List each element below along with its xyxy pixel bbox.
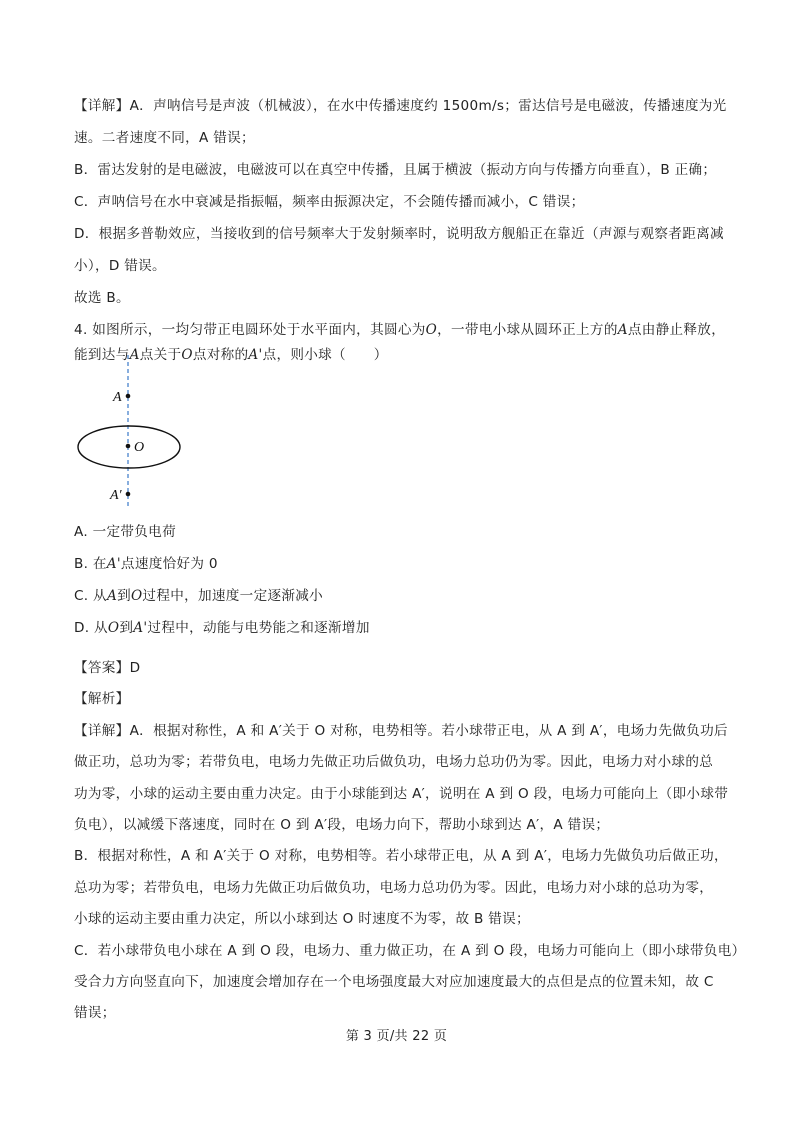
detail-line: B．根据对称性，A 和 A′关于 O 对称，电势相等。若小球带正电，从 A 到 A′，电场力先做负功后做正功， xyxy=(74,848,728,864)
detail-line: 功为零，小球的运动主要由重力决定。由于小球能到达 A′，说明在 A 到 O 段，电场力可能向上（即小球带 xyxy=(74,786,729,802)
text-line: 小），D 错误。 xyxy=(74,258,166,274)
detail-line: C．若小球带负电小球在 A 到 O 段，电场力、重力做正功，在 A 到 O 段，电场力可能向上（即小球带负电） xyxy=(74,943,746,959)
detail-line: 错误； xyxy=(74,1005,116,1021)
point-A xyxy=(126,394,131,399)
point-A-prime xyxy=(126,492,131,497)
text-line: 【详解】A．声呐信号是声波（机械波），在水中传播速度约 1500m/s；雷达信号是电磁波，传播速度为光 xyxy=(74,98,727,114)
text-line: D．根据多普勒效应，当接收到的信号频率大于发射频率时，说明敌方舰船正在靠近（声源与观察者距离减 xyxy=(74,226,724,242)
point-O xyxy=(126,444,131,449)
label-A-prime: A′ xyxy=(110,488,122,503)
option-a: A. 一定带负电荷 xyxy=(74,524,176,540)
label-A: A xyxy=(113,390,122,405)
question-stem-line: 能到达与A点关于O点对称的A'点，则小球（ ） xyxy=(74,347,388,363)
charged-ring-figure xyxy=(70,355,200,515)
option-d: D. 从O到A'过程中，动能与电势能之和逐渐增加 xyxy=(74,620,370,636)
text-line: B．雷达发射的是电磁波，电磁波可以在真空中传播，且属于横波（振动方向与传播方向垂直），B 正确； xyxy=(74,162,717,178)
detail-line: 受合力方向竖直向下，加速度会增加存在一个电场强度最大对应加速度最大的点但是点的位置未知，故 C xyxy=(74,974,714,990)
detail-line: 做正功，总功为零；若带负电，电场力先做正功后做负功，电场力总功仍为零。因此，电场力对小球的总 xyxy=(74,754,714,770)
option-b: B. 在A'点速度恰好为 0 xyxy=(74,556,218,572)
detail-line: 小球的运动主要由重力决定，所以小球到达 O 时速度不为零，故 B 错误； xyxy=(74,911,530,927)
text-line: 速。二者速度不同，A 错误； xyxy=(74,130,255,146)
option-c: C. 从A到O过程中，加速度一定逐渐减小 xyxy=(74,588,324,604)
detail-line: 总功为零；若带负电，电场力先做正功后做负功，电场力总功仍为零。因此，电场力对小球的总功为零， xyxy=(74,880,714,896)
answer-label: 【答案】D xyxy=(74,660,141,676)
analysis-label: 【解析】 xyxy=(74,691,130,707)
question-stem-line: 4. 如图所示，一均匀带正电圆环处于水平面内，其圆心为O，一带电小球从圆环正上方的A点由静止释放， xyxy=(74,322,726,338)
text-line: C．声呐信号在水中衰减是指振幅，频率由振源决定，不会随传播而减小，C 错误； xyxy=(74,194,585,210)
page-footer: 第 3 页/共 22 页 xyxy=(345,1029,448,1044)
text-line: 故选 B。 xyxy=(74,290,130,306)
detail-line: 【详解】A．根据对称性，A 和 A′关于 O 对称，电势相等。若小球带正电，从 A 到 A′，电场力先做负功后 xyxy=(74,723,728,739)
detail-line: 负电），以减缓下落速度，同时在 O 到 A′段，电场力向下，帮助小球到达 A′，A 错误； xyxy=(74,817,610,833)
label-O: O xyxy=(134,440,145,455)
